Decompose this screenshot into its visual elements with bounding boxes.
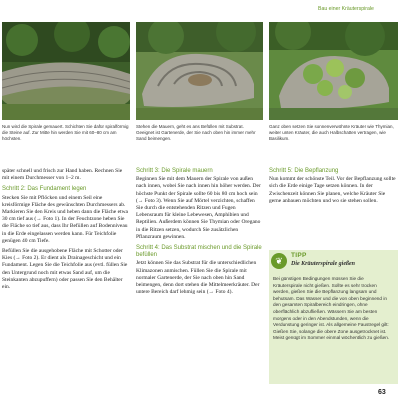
step2-heading: Schritt 2: Das Fundament legen bbox=[2, 186, 87, 193]
intro-paragraph: später schnell und frisch zur Hand haben. Rechnen Sie mit einem Durchmesser von 1–2 m. bbox=[2, 168, 123, 182]
tipp-body: Bei günstigen Bedingungen müssen Sie die Kräuterspirale nicht gießen. Sollte es sehr trocken werden, gießen Sie die Bepflanzung langsam und behutsam. Das Wasser und die von oben beginnend in den gesamten Spiralbereich eindringen, ohne oberflächlich abzufließen. Wässern Sie am besten morgens oder in den Abendstunden, wenn die Verdunstung geringer ist. Als allgemeine Faustregel gilt: Gießen Sie, solange die obere Zone ausgetrocknet ist. Meist genügt im Sommer einmal wöchentlich zu gießen. bbox=[273, 276, 390, 341]
tipp-label: TIPP bbox=[291, 252, 307, 259]
photo-stone-wall-start bbox=[2, 22, 130, 120]
photo-caption-2: Stehen die Mauern, geht es ans Befüllen mit Substrat. Geeignet ist Gartenerde, der Sie nach oben hin immer mehr Sand beimengen. bbox=[136, 124, 256, 141]
photo-planted-spiral bbox=[269, 22, 398, 120]
tipp-header bbox=[269, 250, 398, 272]
text-column-1 bbox=[2, 168, 130, 294]
leaf-icon: ❦ bbox=[271, 253, 287, 269]
step3-paragraph: Beginnen Sie mit dem Mauern der Spirale von außen nach innen, wobei Sie nach innen hin höher werden. Der höchste Punkt der Spirale sollte 60 bis 80 cm hoch sein (→ Foto 3). Wenn Sie auf Mörtel verzichten, schaffen Sie durch die entstehenden Ritzen und Fugen Lebensraum für kleine Lebewesen, Amphibien und Reptilien. Außerdem können Sie Thymian oder Oregano in die Ritzen setzen, wodurch Sie zusätzlichen Pflanzraum gewinnen. bbox=[136, 176, 261, 240]
step5-heading: Schritt 5: Die Bepflanzung bbox=[269, 168, 339, 174]
page-number: 63 bbox=[378, 389, 386, 396]
photo-caption-1: Nun wird die Spirale gemauert. Schichten Sie dafür spiralförmig die Steine auf. Zur Mitte hin werden Sie mit 60–80 cm am höchsten. bbox=[2, 124, 129, 141]
step2-paragraph-2: Befüllen Sie die ausgehobene Fläche mit Schotter oder Kies (→ Foto 2). Er dient als Drainageschicht und ein Fundament. Legen Sie die Teichfolie aus (evtl. füllen Sie den Untergrund noch mit etwas Sand auf, um die Steinkanten abzupuffern) oder passen Sie den Behälter ein. bbox=[2, 248, 128, 291]
text-column-2 bbox=[136, 168, 263, 299]
step2-paragraph-1: Stecken Sie mit Pflöcken und einem Seil eine kreisförmige Fläche des gewünschten Durchmessers ab. Markieren Sie den Kreis und heben dann die Fläche etwa 30 cm tief aus (→ Foto 1). In der Feuchtzone heben Sie die Fläche so tief aus, dass Ihr Befüllen auf Bodenniveau in die Erde eingelassen werden kann. Für Teichfolie genügen 40 cm Tiefe. bbox=[2, 194, 128, 244]
running-head: Bau einer Kräuterspirale bbox=[318, 6, 374, 12]
step4-heading: Schritt 4: Das Substrat mischen und die Spirale befüllen bbox=[136, 245, 262, 259]
step4-paragraph: Jetzt können Sie das Substrat für die unterschiedlichen Klimazonen anmischen. Füllen Sie die Spirale mit normaler Gartenerde, der Sie nach oben hin Sand beimengen, denn dort stehen die Mittelmeerkräuter. Der untere Bereich darf lehmig sein (→ Foto 4). bbox=[136, 260, 260, 296]
photo-spiral-walls bbox=[136, 22, 263, 120]
step3-heading: Schritt 3: Die Spirale mauern bbox=[136, 168, 213, 174]
text-column-3 bbox=[269, 168, 398, 208]
step5-paragraph: Nun kommt der schönste Teil. Vor der Bepflanzung sollte sich die Erde einige Tage setzen können. In der Zwischenzeit können Sie planen, welche Kräuter Sie gerne anbauen möchten und wo sie stehen sollen. bbox=[269, 176, 396, 204]
photo-caption-3: Ganz oben setzen Sie sonnenverwöhnte Kräuter wie Thymian, weiter unten Kräuter, die auch Halbschatten vertragen, wie Basilikum. bbox=[269, 124, 394, 141]
tipp-title: Die Kräuterspirale gießen bbox=[291, 261, 355, 267]
